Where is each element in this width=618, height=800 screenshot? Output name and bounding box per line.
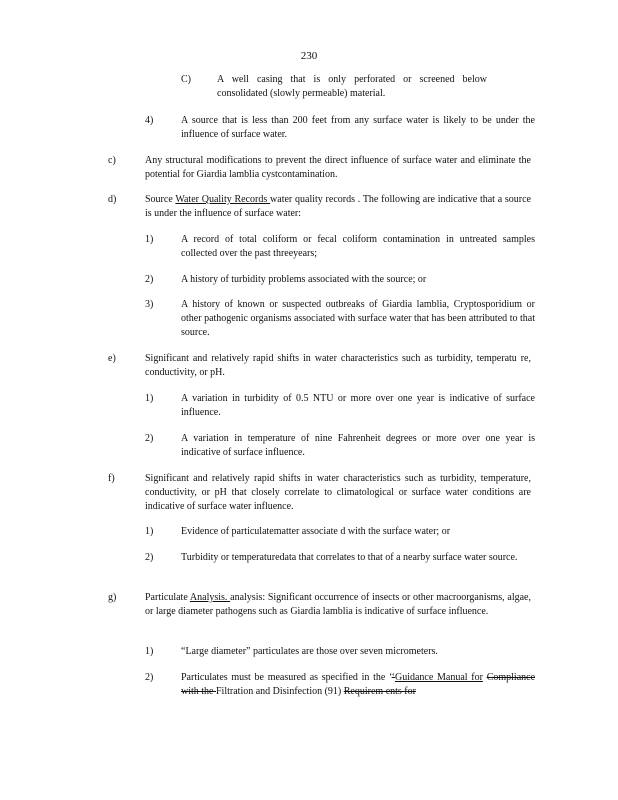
lead-text: Source	[145, 194, 176, 205]
item-text	[145, 591, 531, 619]
item-text: Significant and relatively rapid shifts in water characteristics such as turbidity, temperature, conductivity, or pH that closely correlate to climatological or surface water conditions are indicative of surface water influence.	[145, 473, 531, 512]
item-marker: d)	[108, 194, 117, 205]
item-text: “Large diameter” particulates are those over seven micrometers.	[181, 646, 438, 657]
item-marker: 2)	[145, 433, 154, 444]
struck-text: ‘	[391, 672, 395, 683]
body-text: Filtration and Disinfection (91)	[216, 686, 344, 697]
item-marker: 2)	[145, 672, 154, 683]
body-text: analysis: Significant occurrence of insects or other macroorganisms, algae, or large diameter pathogens such as Giardia lamblia is indicative of surface influence.	[145, 592, 531, 617]
item-marker: C)	[181, 74, 191, 85]
lead-text: Particulate	[145, 592, 190, 603]
underlined-heading: Analysis.	[189, 592, 231, 603]
page-number: 230	[300, 50, 318, 62]
item-text: A well casing that is only perforated or screened below consolidated (slowly permeable) material.	[217, 74, 487, 99]
body-text: Particulates must be measured as specified in the ‘	[181, 672, 392, 683]
item-marker: 1)	[145, 393, 154, 404]
underlined-title: Guidance Manual for	[394, 672, 483, 683]
item-text	[145, 193, 531, 221]
item-marker: 1)	[145, 234, 154, 245]
item-text: A source that is less than 200 feet from any surface water is likely to be under the influence of surface water.	[181, 115, 535, 140]
item-marker: 1)	[145, 526, 154, 537]
struck-text: Compliance with the	[181, 672, 536, 697]
item-text: Evidence of particulatematter associate d with the surface water; or	[181, 526, 451, 537]
body-text: water quality records . The following are indicative that a source is under the influence of surface water:	[145, 194, 531, 219]
item-marker: c)	[108, 155, 116, 166]
item-text	[181, 671, 535, 699]
item-marker: e)	[108, 353, 116, 364]
item-text: A history of turbidity problems associated with the source; or	[181, 274, 427, 285]
item-marker: 4)	[145, 115, 154, 126]
item-marker: 1)	[145, 646, 154, 657]
item-marker: 2)	[145, 274, 154, 285]
struck-text: Requirem ents for	[343, 686, 416, 697]
item-text: Significant and relatively rapid shifts in water characteristics such as turbidity, temperatu re, conductivity, or pH.	[145, 353, 531, 378]
underlined-heading: Water Quality Records	[175, 194, 271, 205]
item-marker: 3)	[145, 299, 154, 310]
item-marker: f)	[108, 473, 115, 484]
item-marker: 2)	[145, 552, 154, 563]
item-text: Any structural modifications to prevent the direct influence of surface water and eliminate the potential for Giardia lamblia cystcontamination.	[145, 155, 531, 180]
item-text: A variation in turbidity of 0.5 NTU or more over one year is indicative of surface influence.	[181, 393, 535, 418]
item-text: A variation in temperature of nine Fahrenheit degrees or more over one year is indicative of surface influence.	[181, 433, 535, 458]
item-text: Turbidity or temperaturedata that correlates to that of a nearby surface water source.	[181, 552, 518, 563]
item-marker: g)	[108, 592, 117, 603]
item-text: A record of total coliform or fecal coliform contamination in untreated samples collected over the past threeyears;	[181, 234, 535, 259]
item-text: A history of known or suspected outbreaks of Giardia lamblia, Cryptosporidium or other pathogenic organisms associated with surface water that has been attributed to that source.	[181, 299, 535, 338]
